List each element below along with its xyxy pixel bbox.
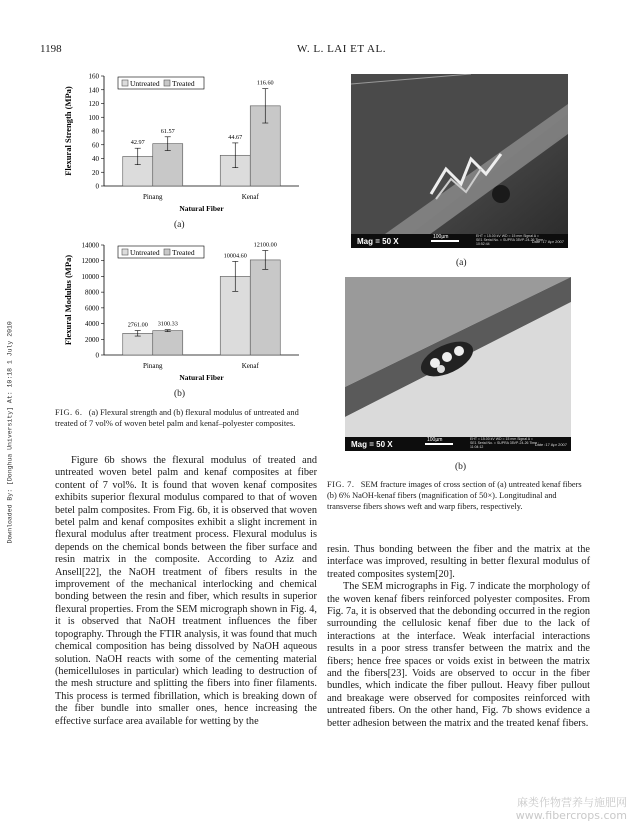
fig6b-label: (b) [174,389,186,399]
sem-image-treated [345,277,571,451]
x-axis-label: Natural Fiber [179,373,224,382]
sem-a-scale: 100µm [433,234,449,240]
fig6-caption-text: (a) Flexural strength and (b) flexural modulus of untreated and treated of 7 vol% of woven betel palm and kenaf–polyester composites. [55,408,299,428]
sem-image-untreated [351,74,568,248]
x-axis-label: Natural Fiber [179,204,224,213]
fig6-caption [55,407,317,429]
legend-entry: Untreated [130,248,160,257]
y-tick-label: 100 [88,113,99,122]
sem-a-meta: EHT = 15.00 kV WD = 15 mm Signal A = SE1 Serial No. = SUPRA 35VP-24-26 Time : 10:52:44 [476,234,545,246]
fig6-caption-label: FIG. 6. [55,408,83,417]
legend-entry: Treated [172,79,195,88]
legend-swatch [122,249,128,255]
legend-entry: Treated [172,248,195,257]
sem-b-magnification: Mag = 50 X [351,440,393,449]
running-head: W. L. LAI ET AL. [297,43,386,55]
y-tick-label: 0 [95,182,99,191]
x-tick-label: Pinang [143,193,163,201]
sem-b-date: Date :17 Apr 2007 [534,442,567,447]
y-tick-label: 40 [92,155,99,163]
data-label: 12100.00 [253,241,277,249]
y-axis-label: Flexural Strength (MPa) [63,86,73,176]
x-tick-label: Kenaf [241,193,259,201]
y-tick-label: 8000 [85,288,99,297]
y-tick-label: 80 [92,127,99,136]
data-label: 2761.00 [127,321,148,329]
legend-swatch [164,80,170,86]
x-tick-label: Pinang [143,362,163,370]
sem-b-scale: 100µm [427,437,443,443]
legend-swatch [164,249,170,255]
bar [153,331,183,355]
body-left-column [55,455,317,728]
fig7-caption-label: FIG. 7. [327,480,355,489]
watermark [516,796,627,822]
data-label: 42.97 [130,139,145,147]
watermark-line1: 麻类作物营养与施肥网 [517,796,627,809]
paragraph: Figure 6b shows the flexural modulus of treated and untreated woven betel palm and kenaf composites at fiber content of 7 vol%. It is found that woven kenaf composites exhibits superior flexural modulus compared to that of woven betel palm composites. From Fig. 6b, it is observed that woven betel palm and kenaf composites exhibit a slight increment in flexural modulus after treatment process. Flexural modulus is depends on the chemical bonds between the fiber surface and resin matrix in the composite. According to Aziz and Ansell[22], the NaOH treatment of fibers results in the improvement of the mechanical interlocking and chemical bonding between the resin and fiber, which results in superior flexural properties. From the SEM micrograph shown in Fig. 4, it is observed that NaOH treatment influences the fiber topography. Through the FTIR analysis, it was found that much chemical composition has being dissolved by NaOH aqueous solution. NaOH reacts with some of the cementing material (hemicelluloses in particular) which leading to destruction of the mesh structure and splitting the fibers into finer filaments. This process is termed fibrillation, which is breaking down of the fiber bundle into smaller ones, hence increasing the effective surface area available for wetting by the [55,455,317,727]
paragraph: The SEM micrographs in Fig. 7 indicate the morphology of the woven kenaf fibers reinforced polyester composites. From Fig. 7a, it is observed that the debonding occurred in the region surrounding the cellulosic kenaf fiber due to the lack of interactions at the interface. Weak interfacial interactions results in a poor stress transfer between the matrix and the fibers; hence free spaces or voids exist in between the matrix and the fibers[23]. Voids are observed to occur in the fiber bundles, which indicate the fiber pullout. Heavy fiber pullout and breakage were observed for composites reinforced with untreated fibers. On the other hand, Fig. 7b shows evidence a better adhesion between the matrix and the treated kenaf fibers. [327,581,590,729]
y-axis-label: Flexural Modulus (MPa) [63,254,73,346]
bar [250,260,280,355]
y-tick-label: 4000 [85,320,99,329]
y-tick-label: 12000 [81,257,99,266]
data-label: 44.67 [228,133,243,141]
fig6a-label: (a) [174,220,185,230]
flexural-modulus-chart [62,237,312,387]
fig7-caption [327,479,590,512]
data-label: 61.57 [160,127,175,135]
y-tick-label: 60 [92,141,99,150]
paragraph: resin. Thus bonding between the fiber and the matrix at the interface was improved, resulting in better flexural modulus of treated composites system[20]. [327,544,590,580]
download-note: Downloaded By: [Donghua University] At: 10:18 1 July 2010 [6,321,14,544]
legend [118,246,204,258]
page-number: 1198 [40,43,62,55]
legend-entry: Untreated [130,79,160,88]
data-label: 10004.60 [223,252,247,260]
x-tick-label: Kenaf [241,362,259,370]
y-tick-label: 2000 [85,335,99,344]
sem-a-magnification: Mag = 50 X [357,237,399,246]
y-tick-label: 14000 [81,241,99,250]
y-tick-label: 20 [92,168,99,177]
data-label: 116.60 [256,79,274,87]
y-tick-label: 6000 [85,304,99,313]
y-tick-label: 140 [88,86,99,95]
data-label: 3100.33 [157,320,178,328]
fig7-caption-text: SEM fracture images of cross section of (a) untreated kenaf fibers (b) 6% NaOH-kenaf fibers (magnification of 50×). Longitudinal and transverse fibers shows weft and warp fibers, respectively. [327,480,582,511]
flexural-strength-chart [62,68,312,218]
y-tick-label: 10000 [81,272,99,281]
legend [118,77,204,89]
watermark-line2: www.fibercrops.com [515,809,627,822]
y-tick-label: 0 [95,351,99,360]
fig7a-label: (a) [456,258,467,268]
legend-swatch [122,80,128,86]
body-right-column [327,544,590,730]
bar [123,333,153,355]
sem-b-meta: EHT = 15.00 kV WD = 15 mm Signal A = SE1 Serial No. = SUPRA 35VP-24-26 Time : 11:04:12 [470,437,539,449]
sem-a-date: Date :17 Apr 2007 [531,239,564,244]
fig7b-label: (b) [455,462,467,472]
y-tick-label: 160 [88,72,99,81]
y-tick-label: 120 [88,100,99,108]
